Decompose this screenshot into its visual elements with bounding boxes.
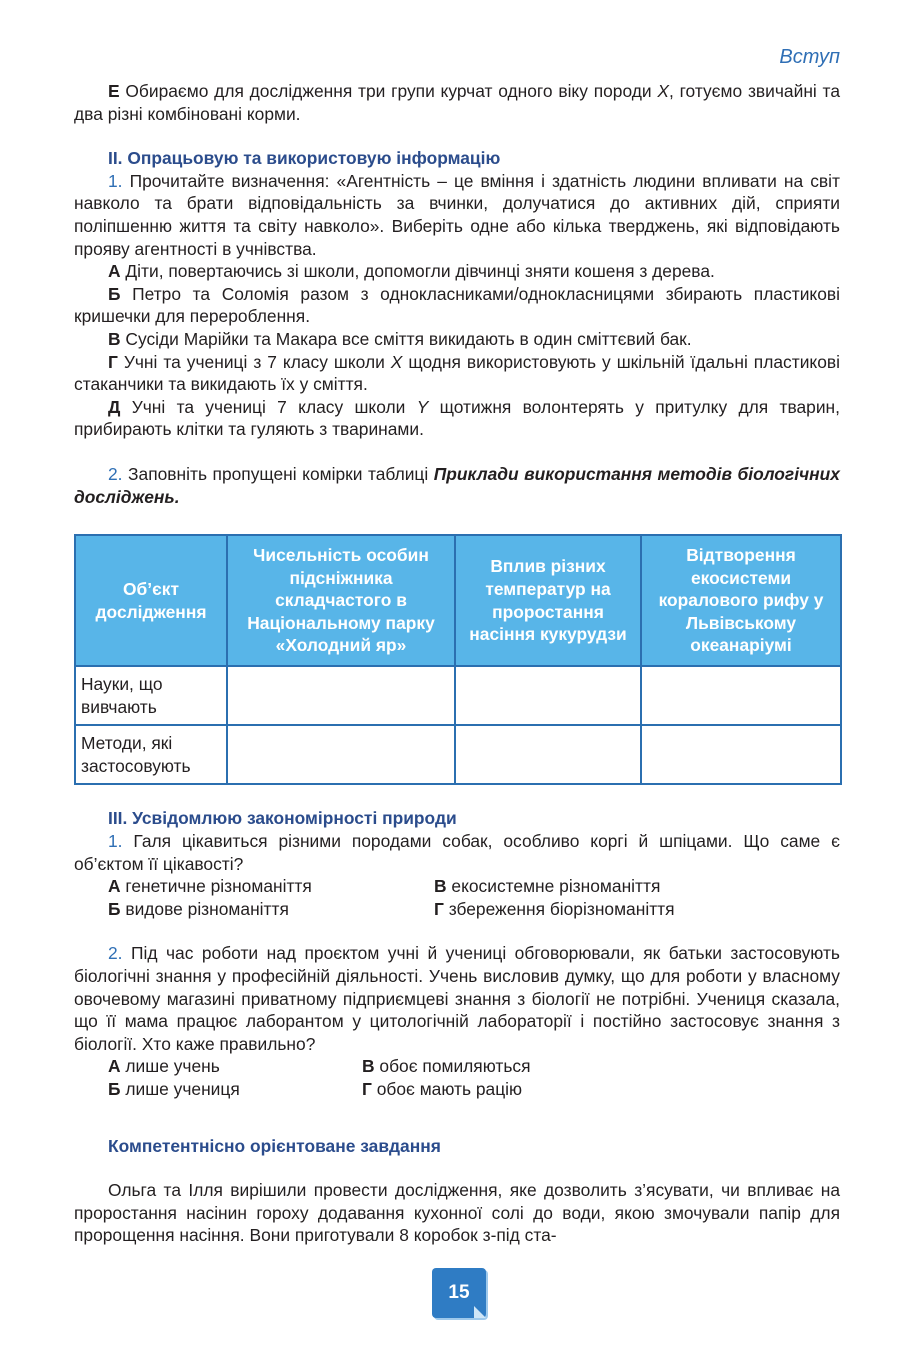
question-text: Під час роботи над проєктом учні й учениці обговорювали, як батьки застосовують біологічні знання у професійній діяльності. Учень висловив думку, що для роботи у власному овочевому магазині приватному підприємцеві знання з біології не потрібні. Учениця сказала, що її мама працює лаборантом у цитологічній лабораторії і постійно застосовує знання з біології. Хто каже правильно? xyxy=(74,943,840,1054)
table-empty-cell[interactable] xyxy=(641,666,841,725)
option-text: Учні та учениці з 7 класу школи xyxy=(117,351,391,372)
option xyxy=(108,898,434,921)
option-letter: Б xyxy=(108,1078,121,1099)
table-row xyxy=(75,666,841,725)
table-empty-cell[interactable] xyxy=(455,666,641,725)
methods-table xyxy=(74,534,842,785)
s3-q1-options-row xyxy=(74,875,840,898)
running-header: Вступ xyxy=(779,46,840,68)
option-letter: Е xyxy=(108,81,120,101)
option-text: Петро та Соломія разом з однокласниками/однокласницями збирають пластикові кришечки для перероблення. xyxy=(74,283,840,327)
competence-task-text: Ольга та Ілля вирішили провести дослідження, яке дозволить з’ясувати, чи впливає на проростання насінин гороху додавання кухонної солі до води, якою змочували папір для пророщення насіння. Вони приготували 8 коробок з-під ста- xyxy=(74,1180,840,1246)
question-text: Галя цікавиться різними породами собак, особливо коргі й шпіцами. Що саме є об’єктом її цікавості? xyxy=(74,831,840,874)
option-text: лише учень xyxy=(120,1056,220,1077)
question-number: 2. xyxy=(108,463,123,484)
option-letter: В xyxy=(434,876,447,897)
question-number: 2. xyxy=(108,943,123,964)
question-number: 1. xyxy=(108,170,123,191)
competence-task-title: Компетентнісно орієнтоване завдання xyxy=(108,1135,441,1156)
s3-q2-options-row xyxy=(74,1078,840,1101)
option-text: видове різноманіття xyxy=(120,898,289,919)
variable: X xyxy=(390,351,403,372)
page-number-badge xyxy=(432,1268,486,1318)
question-text: Прочитайте визначення: «Агентність – це вміння і здатність людини впливати на світ навколо та брати відповідальність за вчинки, долучатися до активних дій, сприяти поліпшенню життя та світу навколо». Виберіть одне або кілька тверджень, які відповідають прояву агентності в учнівства. xyxy=(74,170,840,259)
table-row-label: Методи, які застосовують xyxy=(75,725,227,784)
s2-q1-option-v xyxy=(74,328,840,351)
question-text: Заповніть пропущені комірки таблиці xyxy=(122,463,434,484)
option-letter: Г xyxy=(362,1078,372,1099)
option-text: збереження біорізноманіття xyxy=(443,898,675,919)
section-3-title: ІІІ. Усвідомлюю закономірності природи xyxy=(108,808,457,829)
s2-q1-option-b xyxy=(74,283,840,328)
table-column-header: Вплив різних температур на проростання насіння кукурудзи xyxy=(455,535,641,666)
option-letter: Г xyxy=(108,351,118,372)
option-text: щотижня волонтерять у притулку для тварин, прибирають клітки та гуляють з тваринами. xyxy=(74,396,840,440)
option-text: Обираємо для дослідження три групи курчат одного віку породи xyxy=(119,81,658,101)
table-empty-cell[interactable] xyxy=(227,725,455,784)
option-text: Діти, повертаючись зі школи, допомогли дівчинці зняти кошеня з дерева. xyxy=(120,261,715,282)
option-text: генетичне різноманіття xyxy=(120,876,312,897)
option xyxy=(108,1055,362,1078)
table-title: Приклади використання методів біологічних досліджень. xyxy=(74,463,840,507)
table-column-header: Відтворення екосистеми коралового рифу у Львівському океанаріумі xyxy=(641,535,841,666)
table-row xyxy=(75,725,841,784)
option-text: обоє мають рацію xyxy=(371,1078,523,1099)
option-letter: Б xyxy=(108,898,121,919)
option xyxy=(108,875,434,898)
s3-q1-options-row xyxy=(74,898,840,921)
option xyxy=(434,875,660,898)
s2-q1-option-d xyxy=(74,396,840,441)
option xyxy=(362,1078,522,1101)
table-empty-cell[interactable] xyxy=(227,666,455,725)
option-letter: Б xyxy=(108,283,121,304)
s3-question-2 xyxy=(74,942,840,1055)
option-text: обоє помиляються xyxy=(374,1056,531,1077)
table-empty-cell[interactable] xyxy=(455,725,641,784)
option-text: щодня використовують у шкільній їдальні пластикові стаканчики та викидають їх у сміття. xyxy=(74,351,840,395)
section-2-title: ІІ. Опрацьовую та використовую інформацію xyxy=(108,148,501,169)
option-letter: А xyxy=(108,876,121,897)
table-header-row xyxy=(75,535,841,666)
option-text: екосистемне різноманіття xyxy=(446,876,661,897)
variable: X xyxy=(657,81,669,101)
option xyxy=(108,1078,362,1101)
variable: Y xyxy=(416,396,429,417)
option xyxy=(434,898,675,921)
option-text: Учні та учениці 7 класу школи xyxy=(120,396,417,417)
page-number: 15 xyxy=(448,1282,470,1303)
option-letter: В xyxy=(362,1056,375,1077)
option xyxy=(362,1055,531,1078)
option-letter: А xyxy=(108,1056,121,1077)
question-number: 1. xyxy=(108,831,123,852)
s2-question-2 xyxy=(74,463,840,508)
option-text: лише учениця xyxy=(120,1078,240,1099)
s2-question-1 xyxy=(74,170,840,260)
option-letter: Г xyxy=(434,898,444,919)
option-letter: В xyxy=(108,328,121,349)
s2-q1-option-a xyxy=(74,260,840,283)
table-empty-cell[interactable] xyxy=(641,725,841,784)
table-row-label: Науки, що вивчають xyxy=(75,666,227,725)
table-column-header: Чисельність особин підсніжника складчастого в Національному парку «Холодний яр» xyxy=(227,535,455,666)
option-letter: Д xyxy=(108,396,121,417)
option-letter: А xyxy=(108,261,121,282)
intro-option-e xyxy=(74,80,840,125)
option-text: , готуємо звичайні та два різні комбіновані корми. xyxy=(74,81,840,124)
s3-question-1 xyxy=(74,830,840,875)
page-content xyxy=(74,0,840,1247)
s3-q2-options-row xyxy=(74,1055,840,1078)
option-text: Сусіди Марійки та Макара все сміття викидають в один сміттєвий бак. xyxy=(120,328,692,349)
s2-q1-option-g xyxy=(74,351,840,396)
table-corner-header: Об’єкт дослідження xyxy=(75,535,227,666)
